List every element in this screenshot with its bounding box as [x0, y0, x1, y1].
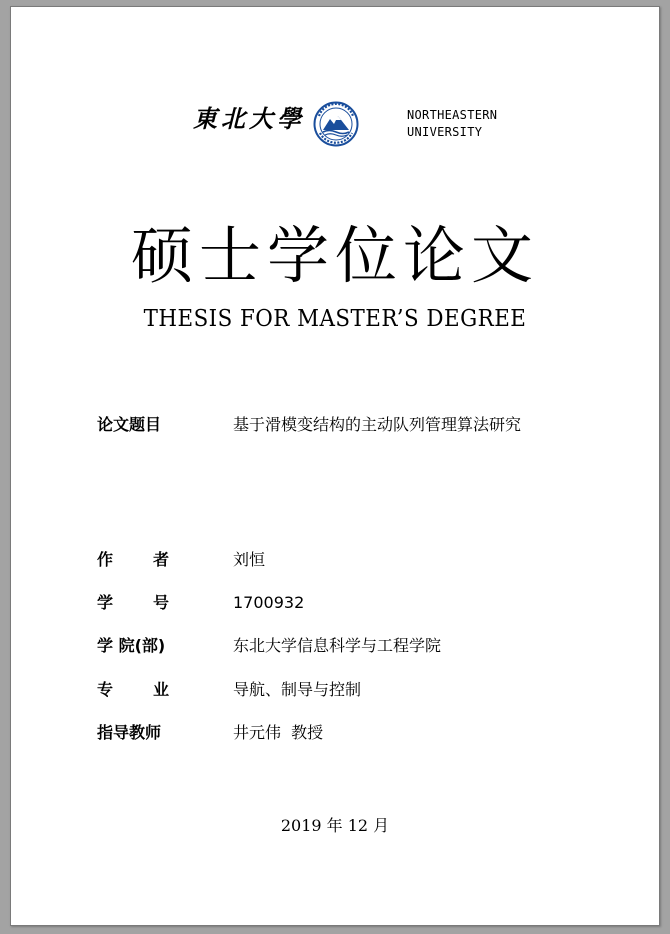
author-label-char1: 作	[97, 550, 114, 569]
field-student-id-value: 1700932	[233, 593, 305, 612]
field-major-label: 专 业	[97, 680, 170, 699]
field-author-value: 刘恒	[233, 550, 266, 569]
field-advisor-label: 指导教师	[97, 723, 162, 742]
field-major-value: 导航、制导与控制	[233, 680, 362, 699]
field-school	[97, 636, 441, 656]
field-topic-value: 基于滑模变结构的主动队列管理算法研究	[233, 415, 522, 434]
author-label-char2: 者	[153, 550, 170, 569]
university-emblem-icon	[313, 101, 359, 147]
submission-date: 2019 年 12 月	[280, 816, 390, 835]
field-advisor-value: 井元伟 教授	[233, 723, 324, 742]
field-topic	[97, 415, 521, 435]
university-name-en-line2: UNIVERSITY	[407, 125, 483, 139]
field-student-id	[97, 593, 304, 613]
field-major	[97, 680, 361, 700]
field-school-label: 学 院(部)	[97, 636, 166, 655]
university-name-en-line1: NORTHEASTERN	[407, 108, 498, 122]
thesis-title-cn: 硕士学位论文	[130, 219, 539, 292]
document-page	[10, 6, 660, 926]
thesis-title-en: THESIS FOR MASTER’S DEGREE	[143, 306, 527, 332]
university-name-cn: 東北大學	[193, 104, 305, 133]
university-name-en	[407, 107, 497, 141]
field-school-value: 东北大学信息科学与工程学院	[233, 636, 442, 655]
field-author-label	[97, 550, 233, 570]
field-student-id-label: 学 号	[97, 593, 170, 612]
field-author	[97, 550, 265, 570]
field-topic-label: 论文题目	[97, 415, 162, 434]
field-advisor	[97, 723, 323, 743]
